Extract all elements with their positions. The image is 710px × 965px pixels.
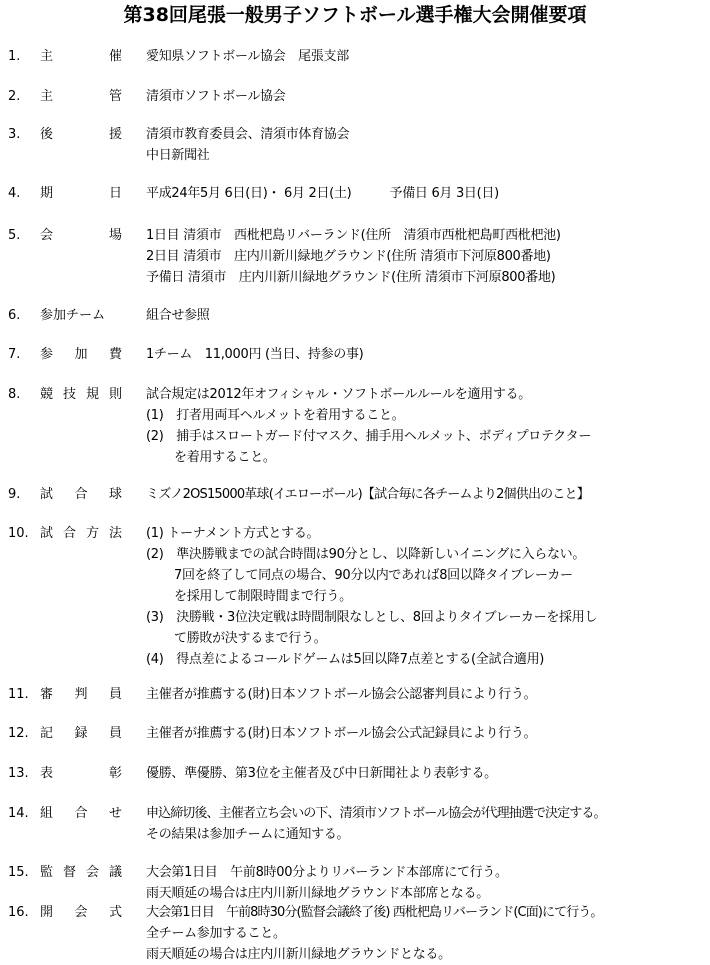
item-content: 組合せ参照 — [146, 308, 210, 323]
item-number: 8. — [8, 387, 21, 402]
item-number: 14. — [8, 806, 29, 821]
item-number: 10. — [8, 526, 29, 541]
item-number: 12. — [8, 726, 29, 741]
item-number: 6. — [8, 308, 21, 323]
item-label: 記 録 員 — [40, 726, 122, 741]
item-number: 9. — [8, 487, 21, 502]
item-label: 組 合 せ — [40, 806, 122, 821]
page-title: 第38回尾張一般男子ソフトボール選手権大会開催要項 — [123, 4, 587, 26]
item-content: 愛知県ソフトボール協会 尾張支部 — [146, 49, 349, 64]
item-content: 清須市教育委員会、清須市体育協会 中日新聞社 — [146, 127, 350, 163]
item-content: 主催者が推薦する(財)日本ソフトボール協会公式記録員により行う。 — [146, 726, 537, 741]
item-label: 会 場 — [40, 228, 122, 243]
item-label: 参 加 チ ー ム — [40, 308, 106, 323]
item-label: 表 彰 — [40, 766, 122, 781]
item-content: 大会第1日目 午前8時00分よりリバーランド本部席にて行う。 雨天順延の場合は庄内川新川緑地グラウンド本部席となる。 — [146, 865, 508, 901]
item-number: 16. — [8, 905, 29, 920]
item-content: ミズノ2OS15000革球(イエローボール)【試合毎に各チームより2個供出のこと】 — [146, 487, 589, 502]
item-label: 参 加 費 — [40, 347, 122, 362]
item-label: 監 督 会 議 — [40, 865, 122, 880]
item-number: 7. — [8, 347, 21, 362]
item-number: 3. — [8, 127, 21, 142]
item-content: (1) トーナメント方式とする。 (2) 準決勝戦までの試合時間は90分とし、以降新しいイニングに入らない。 7回を終了して同点の場合、90分以内であれば8回以降タイブレーカー を採用して制限時間まで行う。 (3) 決勝戦・3位決定戦は時間制限なしとし、8回よりタイブレーカーを採用し て勝敗が決するまで行う。 (4) 得点差によるコールドゲームは5回以降7点差とする(全試合適用) — [146, 526, 598, 667]
item-label: 試 合 方 法 — [40, 526, 122, 541]
item-content: 1日目 清須市 西枇杷島リバーランド(住所 清須市西枇杷島町西枇杷池) 2日目 清須市 庄内川新川緑地グラウンド(住所 清須市下河原800番地) 予備日 清須市 庄内川新川緑地グラウンド(住所 清須市下河原800番地) — [146, 228, 561, 285]
item-number: 2. — [8, 89, 21, 104]
item-content: 清須市ソフトボール協会 — [146, 89, 286, 104]
item-number: 13. — [8, 766, 29, 781]
item-number: 11. — [8, 687, 29, 702]
item-number: 15. — [8, 865, 29, 880]
item-content: 優勝、準優勝、第3位を主催者及び中日新聞社より表彰する。 — [146, 766, 497, 781]
item-content: 大会第1日目 午前8時30分(監督会議終了後) 西枇杷島リバーランド(C面)にて行う。 全チーム参加すること。 雨天順延の場合は庄内川新川緑地グラウンドとなる。 — [146, 905, 603, 962]
item-content: 平成24年5月 6日(日)・ 6月 2日(土) 予備日 6月 3日(日) — [146, 186, 499, 201]
item-label: 主 催 — [40, 49, 122, 64]
item-number: 1. — [8, 49, 21, 64]
item-label: 後 援 — [40, 127, 122, 142]
item-label: 主 管 — [40, 89, 122, 104]
item-label: 開 会 式 — [40, 905, 122, 920]
item-content: 試合規定は2012年オフィシャル・ソフトボールルールを適用する。 (1) 打者用両耳ヘルメットを着用すること。 (2) 捕手はスロートガード付マスク、捕手用ヘルメット、ボディプロテクター を着用すること。 — [146, 387, 592, 465]
item-number: 5. — [8, 228, 21, 243]
item-label: 審 判 員 — [40, 687, 122, 702]
item-label: 競 技 規 則 — [40, 387, 122, 402]
item-label: 期 日 — [40, 186, 122, 201]
item-number: 4. — [8, 186, 21, 201]
item-content: 1チーム 11,000円 (当日、持参の事) — [146, 347, 364, 362]
item-content: 申込締切後、主催者立ち会いの下、清須市ソフトボール協会が代理抽選で決定する。 その結果は参加チームに通知する。 — [146, 806, 606, 842]
item-content: 主催者が推薦する(財)日本ソフトボール協会公認審判員により行う。 — [146, 687, 537, 702]
item-label: 試 合 球 — [40, 487, 122, 502]
